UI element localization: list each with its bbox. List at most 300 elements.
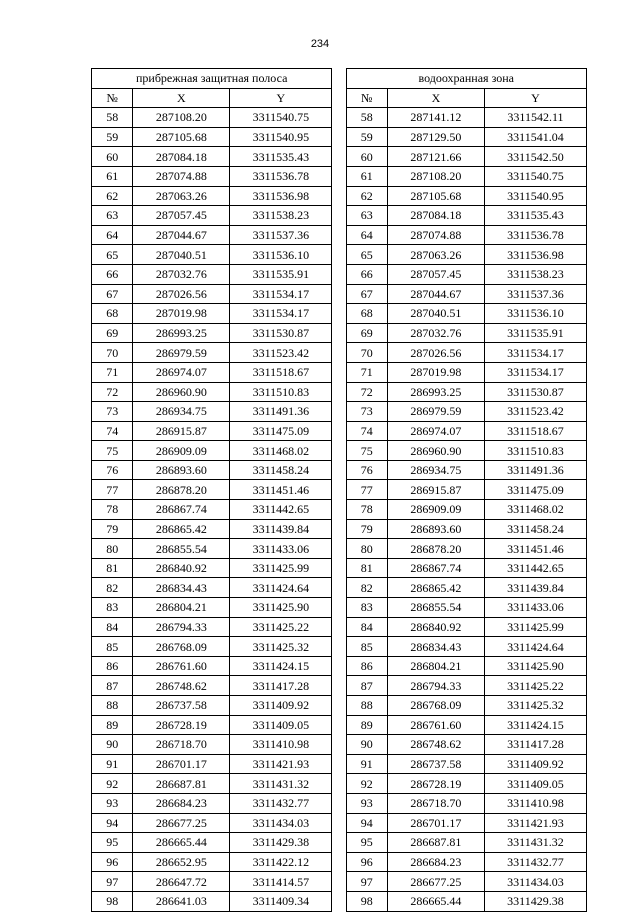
right-cell-x: 286993.25 — [387, 382, 484, 402]
right-cell-number: 72 — [346, 382, 387, 402]
right-cell-number: 87 — [346, 676, 387, 696]
right-cell-x: 286974.07 — [387, 421, 484, 441]
left-cell-x: 287026.56 — [133, 284, 230, 304]
right-cell-x: 286718.70 — [387, 793, 484, 813]
left-cell-x: 286737.58 — [133, 696, 230, 716]
right-cell-number: 71 — [346, 362, 387, 382]
right-cell-y: 3311534.17 — [484, 362, 586, 382]
right-cell-number: 69 — [346, 323, 387, 343]
right-cell-number: 95 — [346, 833, 387, 853]
right-cell-number: 60 — [346, 147, 387, 167]
left-cell-x: 287040.51 — [133, 245, 230, 265]
right-cell-y: 3311542.50 — [484, 147, 586, 167]
right-cell-number: 92 — [346, 774, 387, 794]
left-cell-number: 82 — [92, 578, 133, 598]
right-cell-number: 88 — [346, 696, 387, 716]
column-gap — [332, 382, 346, 402]
right-cell-number: 76 — [346, 460, 387, 480]
column-gap — [332, 715, 346, 735]
right-cell-x: 286855.54 — [387, 598, 484, 618]
right-cell-x: 287057.45 — [387, 264, 484, 284]
table-row — [92, 147, 587, 167]
left-cell-number: 87 — [92, 676, 133, 696]
left-cell-y: 3311535.91 — [230, 264, 332, 284]
left-cell-x: 287032.76 — [133, 264, 230, 284]
left-cell-x: 286855.54 — [133, 539, 230, 559]
left-header-number: № — [92, 88, 133, 108]
table-row — [92, 441, 587, 461]
column-gap — [332, 88, 346, 108]
left-cell-y: 3311434.03 — [230, 813, 332, 833]
left-cell-number: 86 — [92, 656, 133, 676]
column-header-row — [92, 88, 587, 108]
table-row — [92, 480, 587, 500]
left-cell-y: 3311421.93 — [230, 754, 332, 774]
right-cell-number: 79 — [346, 519, 387, 539]
left-cell-x: 286960.90 — [133, 382, 230, 402]
right-cell-number: 65 — [346, 245, 387, 265]
left-cell-y: 3311534.17 — [230, 304, 332, 324]
left-cell-x: 287105.68 — [133, 127, 230, 147]
left-cell-x: 287019.98 — [133, 304, 230, 324]
left-cell-x: 286804.21 — [133, 598, 230, 618]
left-cell-x: 286840.92 — [133, 558, 230, 578]
right-cell-number: 91 — [346, 754, 387, 774]
left-cell-x: 287044.67 — [133, 225, 230, 245]
column-gap — [332, 735, 346, 755]
left-cell-x: 286677.25 — [133, 813, 230, 833]
left-cell-y: 3311451.46 — [230, 480, 332, 500]
right-cell-x: 286677.25 — [387, 872, 484, 892]
left-cell-y: 3311409.05 — [230, 715, 332, 735]
table-row — [92, 304, 587, 324]
right-cell-x: 286665.44 — [387, 891, 484, 911]
right-cell-number: 80 — [346, 539, 387, 559]
right-cell-x: 286687.81 — [387, 833, 484, 853]
left-cell-y: 3311535.43 — [230, 147, 332, 167]
right-cell-y: 3311530.87 — [484, 382, 586, 402]
right-cell-number: 62 — [346, 186, 387, 206]
column-gap — [332, 362, 346, 382]
left-cell-number: 71 — [92, 362, 133, 382]
table-row — [92, 186, 587, 206]
right-cell-number: 74 — [346, 421, 387, 441]
left-cell-y: 3311518.67 — [230, 362, 332, 382]
left-cell-y: 3311523.42 — [230, 343, 332, 363]
left-cell-x: 286834.43 — [133, 578, 230, 598]
table-row — [92, 421, 587, 441]
right-cell-number: 94 — [346, 813, 387, 833]
column-gap — [332, 206, 346, 226]
right-cell-y: 3311510.83 — [484, 441, 586, 461]
right-cell-number: 67 — [346, 284, 387, 304]
left-cell-number: 62 — [92, 186, 133, 206]
left-cell-x: 286652.95 — [133, 852, 230, 872]
right-cell-y: 3311536.10 — [484, 304, 586, 324]
left-cell-y: 3311431.32 — [230, 774, 332, 794]
right-section-title: водоохранная зона — [346, 69, 586, 89]
left-cell-y: 3311425.90 — [230, 598, 332, 618]
right-cell-x: 286684.23 — [387, 852, 484, 872]
right-cell-y: 3311417.28 — [484, 735, 586, 755]
right-cell-x: 287019.98 — [387, 362, 484, 382]
table-row — [92, 833, 587, 853]
table-row — [92, 696, 587, 716]
column-gap — [332, 872, 346, 892]
left-cell-y: 3311425.99 — [230, 558, 332, 578]
right-cell-x: 287121.66 — [387, 147, 484, 167]
column-gap — [332, 774, 346, 794]
table-row — [92, 500, 587, 520]
column-gap — [332, 617, 346, 637]
right-cell-number: 90 — [346, 735, 387, 755]
right-cell-y: 3311538.23 — [484, 264, 586, 284]
left-cell-number: 98 — [92, 891, 133, 911]
left-cell-number: 89 — [92, 715, 133, 735]
right-cell-y: 3311468.02 — [484, 500, 586, 520]
left-cell-number: 79 — [92, 519, 133, 539]
left-cell-y: 3311537.36 — [230, 225, 332, 245]
right-cell-x: 286737.58 — [387, 754, 484, 774]
left-cell-x: 286915.87 — [133, 421, 230, 441]
left-cell-y: 3311439.84 — [230, 519, 332, 539]
right-cell-number: 89 — [346, 715, 387, 735]
right-cell-y: 3311425.22 — [484, 676, 586, 696]
section-title-row — [92, 69, 587, 89]
left-cell-number: 67 — [92, 284, 133, 304]
left-cell-x: 286687.81 — [133, 774, 230, 794]
column-gap — [332, 813, 346, 833]
column-gap — [332, 891, 346, 911]
table-row — [92, 127, 587, 147]
left-cell-y: 3311468.02 — [230, 441, 332, 461]
right-cell-x: 287026.56 — [387, 343, 484, 363]
column-gap — [332, 833, 346, 853]
left-cell-x: 287063.26 — [133, 186, 230, 206]
table-row — [92, 539, 587, 559]
column-gap — [332, 284, 346, 304]
table-row — [92, 735, 587, 755]
left-cell-y: 3311422.12 — [230, 852, 332, 872]
right-cell-number: 73 — [346, 402, 387, 422]
right-cell-number: 97 — [346, 872, 387, 892]
column-gap — [332, 343, 346, 363]
left-cell-y: 3311540.75 — [230, 108, 332, 128]
left-cell-number: 97 — [92, 872, 133, 892]
table-row — [92, 813, 587, 833]
left-cell-number: 95 — [92, 833, 133, 853]
left-cell-number: 84 — [92, 617, 133, 637]
right-cell-y: 3311409.92 — [484, 754, 586, 774]
left-cell-number: 91 — [92, 754, 133, 774]
table-row — [92, 108, 587, 128]
right-cell-number: 82 — [346, 578, 387, 598]
left-cell-x: 286909.09 — [133, 441, 230, 461]
left-cell-x: 286748.62 — [133, 676, 230, 696]
left-cell-y: 3311458.24 — [230, 460, 332, 480]
column-gap — [332, 676, 346, 696]
left-cell-y: 3311491.36 — [230, 402, 332, 422]
left-cell-x: 286728.19 — [133, 715, 230, 735]
left-cell-y: 3311475.09 — [230, 421, 332, 441]
left-cell-x: 286893.60 — [133, 460, 230, 480]
right-cell-x: 286840.92 — [387, 617, 484, 637]
table-row — [92, 872, 587, 892]
right-cell-y: 3311410.98 — [484, 793, 586, 813]
column-gap — [332, 402, 346, 422]
right-cell-number: 86 — [346, 656, 387, 676]
left-cell-number: 96 — [92, 852, 133, 872]
left-cell-number: 64 — [92, 225, 133, 245]
left-cell-x: 286878.20 — [133, 480, 230, 500]
right-cell-x: 286761.60 — [387, 715, 484, 735]
left-header-x: X — [133, 88, 230, 108]
table-row — [92, 617, 587, 637]
right-cell-x: 286878.20 — [387, 539, 484, 559]
left-cell-x: 286701.17 — [133, 754, 230, 774]
left-cell-x: 286684.23 — [133, 793, 230, 813]
left-cell-number: 78 — [92, 500, 133, 520]
column-gap — [332, 519, 346, 539]
left-cell-number: 76 — [92, 460, 133, 480]
right-header-y: Y — [484, 88, 586, 108]
right-cell-x: 287084.18 — [387, 206, 484, 226]
left-cell-number: 65 — [92, 245, 133, 265]
left-cell-x: 286768.09 — [133, 637, 230, 657]
right-cell-y: 3311535.43 — [484, 206, 586, 226]
left-cell-x: 286979.59 — [133, 343, 230, 363]
right-cell-number: 75 — [346, 441, 387, 461]
table-row — [92, 598, 587, 618]
column-gap — [332, 127, 346, 147]
right-cell-y: 3311409.05 — [484, 774, 586, 794]
right-cell-number: 61 — [346, 166, 387, 186]
left-cell-y: 3311424.64 — [230, 578, 332, 598]
right-header-x: X — [387, 88, 484, 108]
right-cell-x: 287063.26 — [387, 245, 484, 265]
left-cell-x: 286865.42 — [133, 519, 230, 539]
right-cell-x: 286893.60 — [387, 519, 484, 539]
right-cell-number: 63 — [346, 206, 387, 226]
right-cell-number: 98 — [346, 891, 387, 911]
right-cell-y: 3311425.99 — [484, 617, 586, 637]
right-cell-number: 96 — [346, 852, 387, 872]
column-gap — [332, 754, 346, 774]
right-cell-y: 3311540.95 — [484, 186, 586, 206]
right-cell-y: 3311536.98 — [484, 245, 586, 265]
left-cell-number: 73 — [92, 402, 133, 422]
right-cell-y: 3311442.65 — [484, 558, 586, 578]
right-cell-x: 286768.09 — [387, 696, 484, 716]
left-cell-y: 3311433.06 — [230, 539, 332, 559]
table-row — [92, 519, 587, 539]
coordinates-table — [91, 68, 587, 912]
right-cell-x: 287044.67 — [387, 284, 484, 304]
right-cell-number: 70 — [346, 343, 387, 363]
left-cell-x: 286934.75 — [133, 402, 230, 422]
right-cell-y: 3311541.04 — [484, 127, 586, 147]
right-cell-y: 3311425.32 — [484, 696, 586, 716]
right-cell-x: 286867.74 — [387, 558, 484, 578]
left-cell-y: 3311536.78 — [230, 166, 332, 186]
left-cell-y: 3311536.10 — [230, 245, 332, 265]
table-row — [92, 343, 587, 363]
column-gap — [332, 460, 346, 480]
table-row — [92, 656, 587, 676]
table-row — [92, 715, 587, 735]
right-cell-y: 3311537.36 — [484, 284, 586, 304]
right-cell-number: 58 — [346, 108, 387, 128]
left-cell-number: 83 — [92, 598, 133, 618]
right-cell-x: 287074.88 — [387, 225, 484, 245]
left-header-y: Y — [230, 88, 332, 108]
table-row — [92, 460, 587, 480]
right-cell-x: 287040.51 — [387, 304, 484, 324]
right-cell-y: 3311451.46 — [484, 539, 586, 559]
left-cell-number: 80 — [92, 539, 133, 559]
left-cell-y: 3311409.92 — [230, 696, 332, 716]
left-cell-number: 81 — [92, 558, 133, 578]
left-cell-number: 66 — [92, 264, 133, 284]
column-gap — [332, 500, 346, 520]
right-cell-x: 287129.50 — [387, 127, 484, 147]
table-row — [92, 637, 587, 657]
right-cell-x: 286979.59 — [387, 402, 484, 422]
column-gap — [332, 166, 346, 186]
right-cell-number: 64 — [346, 225, 387, 245]
column-gap — [332, 147, 346, 167]
table-row — [92, 323, 587, 343]
right-cell-x: 286701.17 — [387, 813, 484, 833]
right-cell-y: 3311425.90 — [484, 656, 586, 676]
right-cell-y: 3311542.11 — [484, 108, 586, 128]
column-gap — [332, 480, 346, 500]
table-row — [92, 852, 587, 872]
right-cell-x: 287032.76 — [387, 323, 484, 343]
right-cell-y: 3311458.24 — [484, 519, 586, 539]
left-cell-y: 3311424.15 — [230, 656, 332, 676]
left-cell-number: 68 — [92, 304, 133, 324]
right-cell-x: 287108.20 — [387, 166, 484, 186]
column-gap — [332, 421, 346, 441]
left-cell-x: 286761.60 — [133, 656, 230, 676]
right-cell-number: 84 — [346, 617, 387, 637]
table-row — [92, 225, 587, 245]
left-cell-number: 94 — [92, 813, 133, 833]
right-cell-number: 81 — [346, 558, 387, 578]
left-cell-y: 3311530.87 — [230, 323, 332, 343]
right-cell-y: 3311421.93 — [484, 813, 586, 833]
left-cell-y: 3311410.98 — [230, 735, 332, 755]
right-cell-y: 3311491.36 — [484, 460, 586, 480]
right-cell-y: 3311536.78 — [484, 225, 586, 245]
left-cell-x: 287057.45 — [133, 206, 230, 226]
table-row — [92, 578, 587, 598]
right-cell-x: 286960.90 — [387, 441, 484, 461]
right-cell-x: 286865.42 — [387, 578, 484, 598]
right-cell-number: 85 — [346, 637, 387, 657]
right-cell-y: 3311534.17 — [484, 343, 586, 363]
left-cell-x: 286665.44 — [133, 833, 230, 853]
right-cell-x: 287105.68 — [387, 186, 484, 206]
right-cell-y: 3311431.32 — [484, 833, 586, 853]
left-cell-number: 70 — [92, 343, 133, 363]
left-cell-y: 3311417.28 — [230, 676, 332, 696]
table-row — [92, 558, 587, 578]
right-cell-y: 3311424.64 — [484, 637, 586, 657]
left-cell-number: 93 — [92, 793, 133, 813]
table-row — [92, 166, 587, 186]
left-section-title: прибрежная защитная полоса — [92, 69, 332, 89]
column-gap — [332, 264, 346, 284]
right-cell-x: 286728.19 — [387, 774, 484, 794]
table-row — [92, 362, 587, 382]
left-cell-y: 3311432.77 — [230, 793, 332, 813]
left-cell-y: 3311538.23 — [230, 206, 332, 226]
table-row — [92, 754, 587, 774]
right-cell-y: 3311535.91 — [484, 323, 586, 343]
right-cell-x: 286794.33 — [387, 676, 484, 696]
left-cell-y: 3311414.57 — [230, 872, 332, 892]
left-cell-number: 85 — [92, 637, 133, 657]
table-row — [92, 284, 587, 304]
left-cell-y: 3311540.95 — [230, 127, 332, 147]
column-gap — [332, 323, 346, 343]
right-cell-x: 286748.62 — [387, 735, 484, 755]
left-cell-y: 3311425.32 — [230, 637, 332, 657]
table-row — [92, 676, 587, 696]
column-gap — [332, 539, 346, 559]
column-gap — [332, 793, 346, 813]
table-row — [92, 264, 587, 284]
column-gap — [332, 304, 346, 324]
left-cell-number: 61 — [92, 166, 133, 186]
right-cell-x: 286915.87 — [387, 480, 484, 500]
column-gap — [332, 656, 346, 676]
left-cell-number: 74 — [92, 421, 133, 441]
left-cell-y: 3311409.34 — [230, 891, 332, 911]
right-cell-y: 3311433.06 — [484, 598, 586, 618]
left-cell-x: 286993.25 — [133, 323, 230, 343]
left-cell-number: 69 — [92, 323, 133, 343]
left-cell-x: 286718.70 — [133, 735, 230, 755]
right-header-number: № — [346, 88, 387, 108]
left-cell-number: 58 — [92, 108, 133, 128]
table-row — [92, 245, 587, 265]
right-cell-y: 3311432.77 — [484, 852, 586, 872]
right-cell-number: 77 — [346, 480, 387, 500]
left-cell-y: 3311442.65 — [230, 500, 332, 520]
right-cell-number: 68 — [346, 304, 387, 324]
left-cell-x: 287108.20 — [133, 108, 230, 128]
left-cell-x: 286974.07 — [133, 362, 230, 382]
right-cell-x: 286834.43 — [387, 637, 484, 657]
left-cell-number: 88 — [92, 696, 133, 716]
left-cell-number: 59 — [92, 127, 133, 147]
right-cell-x: 286909.09 — [387, 500, 484, 520]
column-gap — [332, 558, 346, 578]
column-gap — [332, 69, 346, 89]
left-cell-number: 60 — [92, 147, 133, 167]
right-cell-y: 3311475.09 — [484, 480, 586, 500]
left-cell-y: 3311429.38 — [230, 833, 332, 853]
left-cell-y: 3311425.22 — [230, 617, 332, 637]
right-cell-y: 3311523.42 — [484, 402, 586, 422]
left-cell-x: 287074.88 — [133, 166, 230, 186]
table-row — [92, 793, 587, 813]
left-cell-x: 286794.33 — [133, 617, 230, 637]
left-cell-number: 63 — [92, 206, 133, 226]
